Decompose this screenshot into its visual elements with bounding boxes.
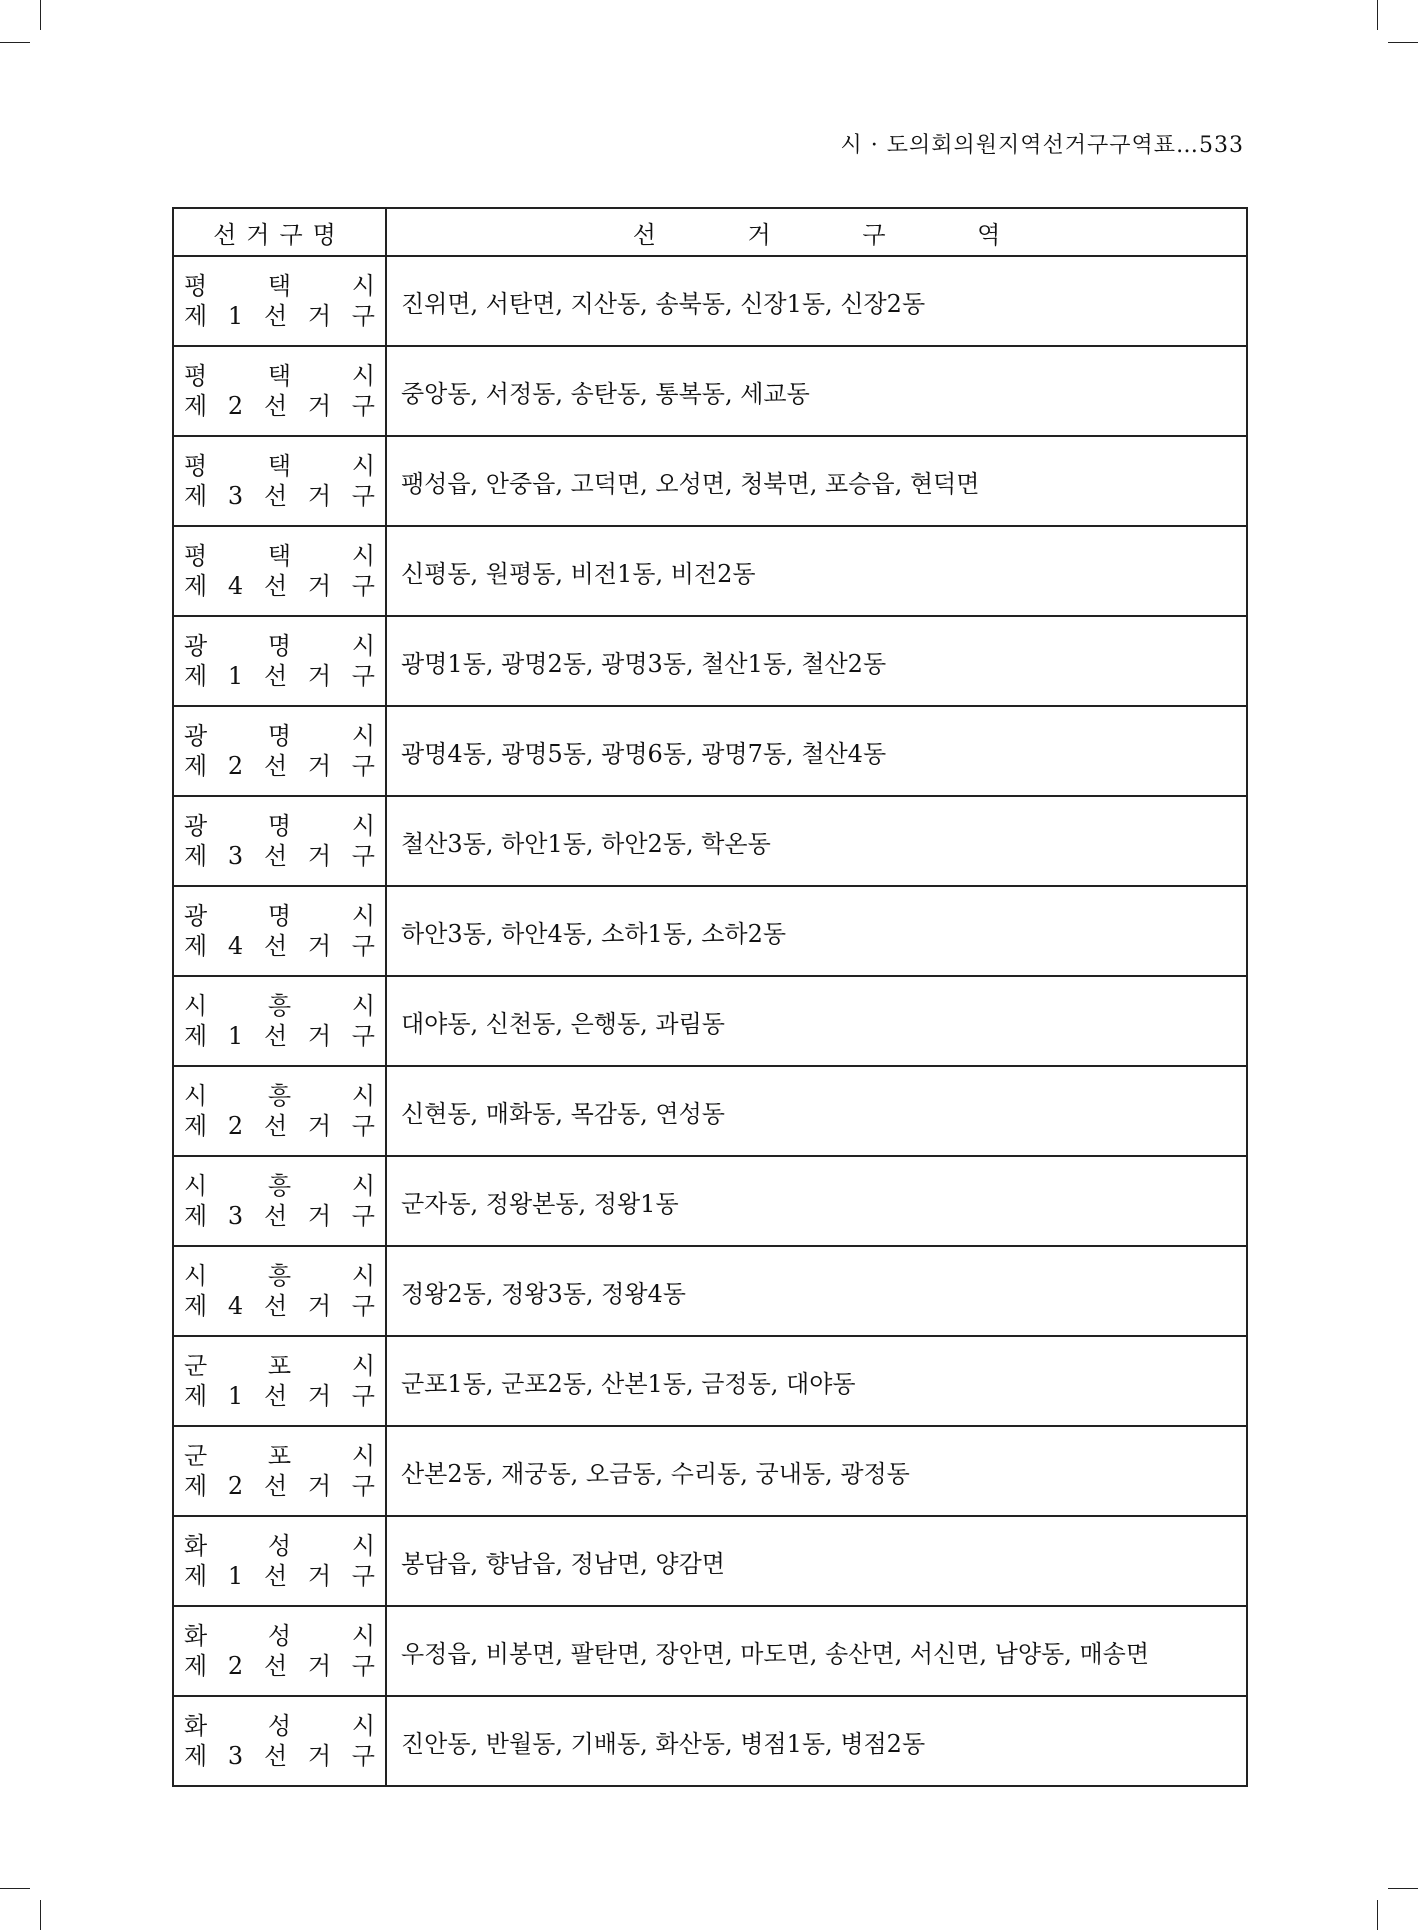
district-number-char: 3	[227, 1742, 244, 1770]
district-city-char: 포	[267, 1442, 292, 1470]
district-city-line	[184, 1441, 375, 1471]
district-city-char: 시	[351, 1172, 375, 1200]
district-area-cell: 봉담읍, 향남읍, 정남면, 양감면	[386, 1516, 1247, 1606]
district-area-cell: 하안3동, 하안4동, 소하1동, 소하2동	[386, 886, 1247, 976]
district-number-line	[184, 1021, 375, 1051]
district-city-char: 시	[351, 1532, 375, 1560]
crop-mark-top-left	[40, 0, 41, 30]
district-number-char: 3	[227, 482, 244, 510]
table-row	[173, 436, 1247, 526]
district-city-line	[184, 451, 375, 481]
district-name-cell	[173, 1696, 386, 1786]
district-number-char: 거	[307, 392, 332, 420]
district-number-line	[184, 931, 375, 961]
district-city-char: 평	[184, 272, 208, 300]
district-number-char: 2	[227, 752, 244, 780]
district-city-char: 시	[351, 452, 375, 480]
district-number-line	[184, 571, 375, 601]
district-number-char: 구	[351, 1382, 375, 1410]
district-city-line	[184, 631, 375, 661]
district-number-char: 제	[184, 1292, 208, 1320]
district-number-char: 선	[263, 302, 288, 330]
district-number-char: 구	[351, 932, 375, 960]
district-city-char: 광	[184, 902, 208, 930]
district-name-cell	[173, 1156, 386, 1246]
district-number-char: 제	[184, 1652, 208, 1680]
district-city-char: 흥	[267, 1262, 292, 1290]
district-name-cell	[173, 706, 386, 796]
district-number-char: 구	[351, 662, 375, 690]
table-row	[173, 976, 1247, 1066]
district-number-char: 제	[184, 1112, 208, 1140]
table-row	[173, 1696, 1247, 1786]
district-city-char: 시	[351, 1352, 375, 1380]
district-number-char: 구	[351, 1112, 375, 1140]
district-number-char: 선	[263, 1022, 288, 1050]
district-number-char: 선	[263, 1202, 288, 1230]
district-name-cell	[173, 256, 386, 346]
district-number-char: 거	[307, 662, 332, 690]
district-city-char: 시	[351, 1262, 375, 1290]
district-number-char: 제	[184, 842, 208, 870]
district-city-char: 군	[184, 1442, 208, 1470]
district-city-char: 광	[184, 812, 208, 840]
district-city-char: 성	[267, 1532, 292, 1560]
district-city-char: 흥	[267, 1172, 292, 1200]
table-row	[173, 1426, 1247, 1516]
district-city-char: 명	[267, 812, 292, 840]
district-area-cell: 신평동, 원평동, 비전1동, 비전2동	[386, 526, 1247, 616]
district-city-char: 명	[267, 902, 292, 930]
district-city-char: 포	[267, 1352, 292, 1380]
district-city-line	[184, 1081, 375, 1111]
district-number-char: 구	[351, 1472, 375, 1500]
district-area-cell: 우정읍, 비봉면, 팔탄면, 장안면, 마도면, 송산면, 서신면, 남양동, 매송면	[386, 1606, 1247, 1696]
district-number-char: 4	[227, 572, 244, 600]
table-row	[173, 796, 1247, 886]
crop-mark-bottom-left-h	[0, 1888, 30, 1889]
district-city-char: 흥	[267, 1082, 292, 1110]
district-area-cell: 중앙동, 서정동, 송탄동, 통복동, 세교동	[386, 346, 1247, 436]
district-number-char: 구	[351, 752, 375, 780]
district-number-char: 구	[351, 482, 375, 510]
district-city-char: 평	[184, 542, 208, 570]
district-number-char: 4	[227, 932, 244, 960]
district-number-char: 거	[307, 1202, 332, 1230]
district-number-char: 선	[263, 1652, 288, 1680]
district-number-char: 거	[307, 842, 332, 870]
district-number-char: 제	[184, 662, 208, 690]
district-city-char: 시	[351, 272, 375, 300]
column-header-district-area	[386, 208, 1247, 256]
district-city-char: 시	[351, 1622, 375, 1650]
district-city-line	[184, 991, 375, 1021]
district-number-char: 선	[263, 842, 288, 870]
district-area-cell: 광명4동, 광명5동, 광명6동, 광명7동, 철산4동	[386, 706, 1247, 796]
district-number-line	[184, 1381, 375, 1411]
table-row	[173, 256, 1247, 346]
district-area-cell: 광명1동, 광명2동, 광명3동, 철산1동, 철산2동	[386, 616, 1247, 706]
district-number-char: 선	[263, 1742, 288, 1770]
district-city-char: 명	[267, 632, 292, 660]
district-city-line	[184, 901, 375, 931]
district-number-char: 1	[227, 662, 244, 690]
district-city-char: 광	[184, 632, 208, 660]
district-city-char: 화	[184, 1532, 208, 1560]
district-city-char: 시	[184, 1262, 208, 1290]
district-number-char: 거	[307, 572, 332, 600]
district-number-char: 구	[351, 572, 375, 600]
district-area-cell: 군자동, 정왕본동, 정왕1동	[386, 1156, 1247, 1246]
district-number-char: 제	[184, 752, 208, 780]
district-number-char: 선	[263, 482, 288, 510]
crop-mark-bottom-right-h	[1388, 1888, 1418, 1889]
district-number-char: 구	[351, 1742, 375, 1770]
district-name-cell	[173, 796, 386, 886]
column-header-district-name	[173, 208, 386, 256]
district-city-char: 시	[184, 992, 208, 1020]
district-city-char: 택	[267, 362, 292, 390]
district-city-char: 시	[351, 812, 375, 840]
table-header-row	[173, 208, 1247, 256]
table-row	[173, 886, 1247, 976]
district-name-cell	[173, 1516, 386, 1606]
district-city-char: 평	[184, 362, 208, 390]
district-number-char: 2	[227, 1652, 244, 1680]
district-number-char: 거	[307, 1562, 332, 1590]
district-name-cell	[173, 616, 386, 706]
table-row	[173, 616, 1247, 706]
district-city-char: 택	[267, 452, 292, 480]
district-city-char: 군	[184, 1352, 208, 1380]
district-number-char: 거	[307, 1742, 332, 1770]
district-number-char: 선	[263, 392, 288, 420]
district-area-cell: 산본2동, 재궁동, 오금동, 수리동, 궁내동, 광정동	[386, 1426, 1247, 1516]
table-row	[173, 1336, 1247, 1426]
district-number-char: 제	[184, 482, 208, 510]
district-number-char: 1	[227, 1382, 244, 1410]
district-number-char: 제	[184, 1742, 208, 1770]
district-number-line	[184, 1111, 375, 1141]
district-area-cell: 진위면, 서탄면, 지산동, 송북동, 신장1동, 신장2동	[386, 256, 1247, 346]
district-city-char: 화	[184, 1622, 208, 1650]
district-table	[172, 207, 1248, 1787]
district-number-char: 선	[263, 1382, 288, 1410]
district-name-cell	[173, 976, 386, 1066]
district-number-char: 제	[184, 392, 208, 420]
district-number-char: 선	[263, 1292, 288, 1320]
district-area-cell: 정왕2동, 정왕3동, 정왕4동	[386, 1246, 1247, 1336]
district-number-char: 4	[227, 1292, 244, 1320]
table-row	[173, 346, 1247, 436]
district-number-char: 거	[307, 752, 332, 780]
district-number-char: 제	[184, 572, 208, 600]
district-area-cell: 철산3동, 하안1동, 하안2동, 학온동	[386, 796, 1247, 886]
district-city-line	[184, 271, 375, 301]
district-number-char: 제	[184, 302, 208, 330]
district-number-char: 제	[184, 1022, 208, 1050]
district-number-char: 거	[307, 1112, 332, 1140]
district-city-line	[184, 1621, 375, 1651]
table-row	[173, 1516, 1247, 1606]
column-header-district-area-label: 선 거 구 역	[632, 220, 1043, 249]
district-number-char: 거	[307, 1382, 332, 1410]
district-city-line	[184, 1171, 375, 1201]
district-name-cell	[173, 1426, 386, 1516]
district-city-char: 화	[184, 1712, 208, 1740]
district-city-char: 택	[267, 272, 292, 300]
district-number-char: 구	[351, 392, 375, 420]
district-number-line	[184, 301, 375, 331]
district-area-cell: 신현동, 매화동, 목감동, 연성동	[386, 1066, 1247, 1156]
district-city-line	[184, 811, 375, 841]
district-city-char: 시	[351, 722, 375, 750]
district-name-cell	[173, 1246, 386, 1336]
district-name-cell	[173, 1066, 386, 1156]
district-name-cell	[173, 1336, 386, 1426]
district-city-char: 택	[267, 542, 292, 570]
district-city-char: 시	[351, 1712, 375, 1740]
district-number-char: 제	[184, 1382, 208, 1410]
district-number-char: 선	[263, 932, 288, 960]
district-number-char: 거	[307, 1022, 332, 1050]
district-city-line	[184, 721, 375, 751]
district-number-line	[184, 391, 375, 421]
district-number-char: 3	[227, 1202, 244, 1230]
district-city-char: 시	[351, 542, 375, 570]
district-city-line	[184, 1711, 375, 1741]
district-city-line	[184, 361, 375, 391]
district-city-char: 광	[184, 722, 208, 750]
district-number-char: 선	[263, 662, 288, 690]
district-city-char: 시	[351, 632, 375, 660]
district-area-cell: 대야동, 신천동, 은행동, 과림동	[386, 976, 1247, 1066]
district-area-cell: 군포1동, 군포2동, 산본1동, 금정동, 대야동	[386, 1336, 1247, 1426]
district-number-line	[184, 841, 375, 871]
district-number-char: 구	[351, 1022, 375, 1050]
crop-mark-top-right	[1377, 0, 1378, 30]
district-city-line	[184, 1261, 375, 1291]
district-number-char: 선	[263, 752, 288, 780]
district-area-cell: 진안동, 반월동, 기배동, 화산동, 병점1동, 병점2동	[386, 1696, 1247, 1786]
district-number-char: 구	[351, 302, 375, 330]
district-number-char: 거	[307, 482, 332, 510]
district-number-char: 3	[227, 842, 244, 870]
table-row	[173, 706, 1247, 796]
column-header-district-name-label: 선거구명	[213, 220, 346, 249]
crop-mark-bottom-left	[40, 1900, 41, 1930]
district-number-char: 구	[351, 1562, 375, 1590]
district-city-char: 평	[184, 452, 208, 480]
district-number-char: 거	[307, 932, 332, 960]
district-number-char: 선	[263, 572, 288, 600]
district-name-cell	[173, 526, 386, 616]
district-number-char: 1	[227, 1022, 244, 1050]
district-number-char: 제	[184, 1472, 208, 1500]
district-number-char: 거	[307, 302, 332, 330]
district-number-char: 2	[227, 1112, 244, 1140]
district-number-char: 제	[184, 1562, 208, 1590]
district-number-char: 구	[351, 842, 375, 870]
district-number-char: 선	[263, 1472, 288, 1500]
district-city-char: 시	[351, 362, 375, 390]
district-city-char: 시	[351, 1082, 375, 1110]
district-number-line	[184, 481, 375, 511]
district-city-char: 명	[267, 722, 292, 750]
district-number-char: 제	[184, 932, 208, 960]
district-number-line	[184, 1201, 375, 1231]
district-number-line	[184, 1651, 375, 1681]
district-number-char: 거	[307, 1292, 332, 1320]
district-number-line	[184, 1471, 375, 1501]
district-number-char: 구	[351, 1292, 375, 1320]
district-name-cell	[173, 436, 386, 526]
table-row	[173, 1606, 1247, 1696]
district-number-char: 선	[263, 1112, 288, 1140]
district-number-line	[184, 1741, 375, 1771]
district-city-char: 성	[267, 1622, 292, 1650]
district-city-line	[184, 1531, 375, 1561]
crop-mark-top-right-h	[1388, 42, 1418, 43]
district-number-char: 1	[227, 302, 244, 330]
table-row	[173, 1246, 1247, 1336]
district-number-line	[184, 661, 375, 691]
district-number-line	[184, 1561, 375, 1591]
table-body	[173, 256, 1247, 1786]
district-number-line	[184, 1291, 375, 1321]
district-number-char: 거	[307, 1652, 332, 1680]
crop-mark-bottom-right	[1377, 1900, 1378, 1930]
district-city-char: 성	[267, 1712, 292, 1740]
district-area-cell: 팽성읍, 안중읍, 고덕면, 오성면, 청북면, 포승읍, 현덕면	[386, 436, 1247, 526]
district-number-char: 1	[227, 1562, 244, 1590]
district-number-char: 거	[307, 1472, 332, 1500]
district-city-line	[184, 541, 375, 571]
running-title: 시 · 도의회의원지역선거구구역표…533	[840, 133, 1244, 158]
district-city-char: 시	[184, 1172, 208, 1200]
district-name-cell	[173, 1606, 386, 1696]
table-row	[173, 526, 1247, 616]
district-name-cell	[173, 346, 386, 436]
district-number-char: 구	[351, 1202, 375, 1230]
district-number-char: 2	[227, 392, 244, 420]
district-city-char: 흥	[267, 992, 292, 1020]
district-number-char: 선	[263, 1562, 288, 1590]
district-city-line	[184, 1351, 375, 1381]
district-number-char: 2	[227, 1472, 244, 1500]
district-city-char: 시	[351, 902, 375, 930]
district-city-char: 시	[184, 1082, 208, 1110]
district-city-char: 시	[351, 992, 375, 1020]
district-number-char: 제	[184, 1202, 208, 1230]
district-number-char: 구	[351, 1652, 375, 1680]
district-name-cell	[173, 886, 386, 976]
district-number-line	[184, 751, 375, 781]
district-city-char: 시	[351, 1442, 375, 1470]
table-row	[173, 1066, 1247, 1156]
table-row	[173, 1156, 1247, 1246]
crop-mark-top-left-h	[0, 42, 30, 43]
